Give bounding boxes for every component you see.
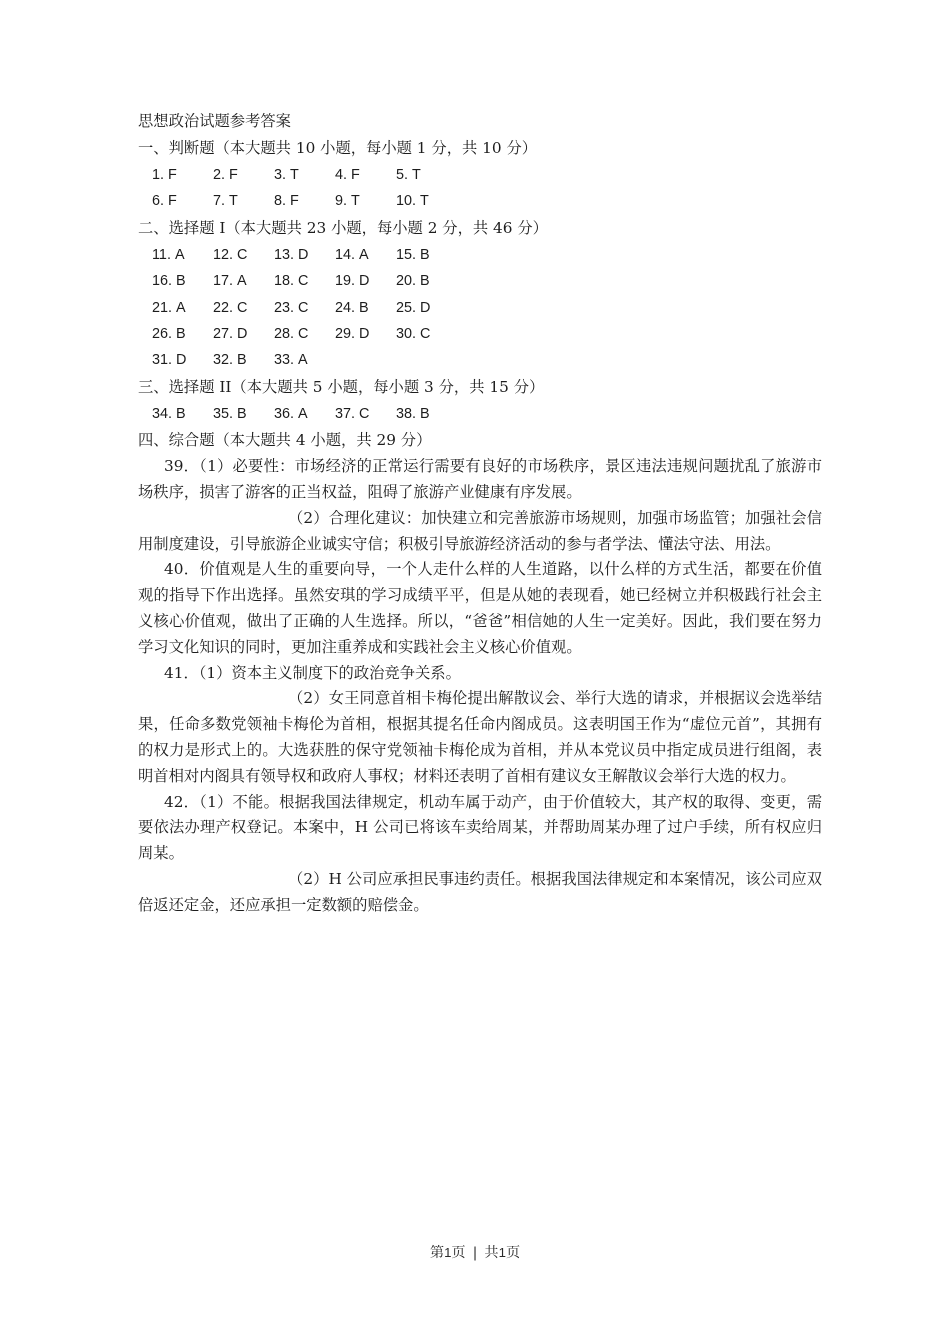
answer-number: 10 [396,193,413,210]
answer-number: 17 [213,273,230,290]
answer-cell [274,269,335,294]
answer-number: 23 [274,299,291,316]
answer-value: C [298,273,309,290]
answer-value: B [176,326,186,343]
answer-cell [335,402,396,427]
answer-number: 31 [152,352,169,369]
answer-dot: . [290,326,296,343]
answer-value: D [237,326,248,343]
answer-value: B [359,299,369,316]
answer-cell [152,348,213,373]
answer-row [138,242,822,268]
answer-value: C [359,405,370,422]
answer-dot: . [282,167,288,183]
answer-dot: . [290,246,296,263]
answer-dot: . [412,273,418,290]
footer-current-page: 1 [444,1245,452,1260]
answer-cell [213,163,274,188]
answer-dot: . [168,299,174,316]
answer-dot: . [412,405,418,422]
answer-cell [213,402,274,427]
answer-dot: . [404,167,410,183]
answer-number: 8 [274,193,283,210]
answer-value: F [168,193,177,210]
answer-dot: . [351,326,357,343]
answer-number: 32 [213,352,230,369]
answer-paragraph: 41．（1）资本主义制度下的政治竞争关系。 [164,663,461,682]
answer-dot: . [343,167,349,183]
answer-dot: . [290,273,296,290]
answer-number: 19 [335,273,352,290]
answer-cell [152,243,213,268]
answer-number: 21 [152,299,169,316]
answer-dot: . [351,405,357,422]
answer-dot: . [168,352,174,369]
answer-cell [274,296,335,321]
answer-paragraph: （2）合理化建议：加快建立和完善旅游市场规则，加强市场监管；加强社会信用制度建设，引导旅游企业诚实守信；积极引导旅游经济活动的参与者学法、懂法守法、用法。 [138,508,822,553]
answer-dot: . [160,167,166,183]
answer-value: C [237,246,248,263]
answer-block-q41 [138,661,822,790]
answer-number: 28 [274,326,291,343]
answer-cell [335,189,396,214]
answer-number: 14 [335,246,352,263]
answer-value: F [229,167,238,183]
answer-dot: . [290,405,296,422]
answer-number: 1 [152,167,161,183]
answer-value: C [420,326,431,343]
answer-cell [152,269,213,294]
answer-value: C [298,299,309,316]
answer-value: D [298,246,309,263]
comprehensive-answers [138,454,822,918]
answer-cell [213,296,274,321]
section-heading-judgement: 一、判断题（本大题共 10 小题，每小题 1 分，共 10 分） [138,139,538,157]
footer-current-suffix: 页 [451,1245,466,1261]
answer-value: A [176,299,186,316]
answer-number: 11 [152,246,167,263]
answer-dot: . [412,299,418,316]
answer-cell [396,269,457,294]
answer-value: C [298,326,309,343]
answer-cell [213,322,274,347]
answer-cell [274,189,335,214]
answer-cell [396,243,457,268]
answer-row [138,188,822,214]
answer-number: 6 [152,193,161,210]
answer-number: 24 [335,299,352,316]
answer-cell [274,348,335,373]
section-heading-comprehensive: 四、综合题（本大题共 4 小题，共 29 分） [138,431,432,450]
answer-dot: . [343,193,349,210]
answer-paragraph: （2）H 公司应承担民事违约责任。根据我国法律规定和本案情况，该公司应双倍返还定金，还应承担一定数额的赔偿金。 [138,870,822,914]
answer-cell [152,402,213,427]
answer-cell [152,322,213,347]
answer-number: 18 [274,273,291,290]
answer-cell [274,163,335,188]
answer-row [138,295,822,321]
answer-value: A [174,246,185,263]
answer-dot: . [290,352,296,369]
answer-value: T [420,193,429,210]
answer-number: 5 [396,167,405,183]
answer-dot: . [166,246,172,263]
answer-number: 27 [213,326,230,343]
answer-cell [396,402,457,427]
answer-value: T [290,167,299,183]
answer-value: B [237,352,247,369]
answer-cell [274,402,335,427]
answer-number: 33 [274,352,291,369]
answer-cell [152,163,213,188]
answer-number: 12 [213,246,230,263]
answer-value: A [359,246,369,263]
answer-number: 16 [152,273,169,290]
answer-dot: . [351,273,357,290]
answer-block-q42 [138,790,822,919]
answer-grid-judgement [138,162,822,215]
answer-value: A [237,273,247,290]
answer-dot: . [160,193,166,210]
answer-paragraph: 40．价值观是人生的重要向导，一个人走什么样的人生道路，以什么样的方式生活，都要在价值观的指导下作出选择。虽然安琪的学习成绩平平，但是从她的表现看，她已经树立并积极践行社会主义核心价值观，做出了正确的人生选择。所以，“爸爸”相信她的人生一定美好。因此，我们要在努力学习文化知识的同时，更加注重养成和实践社会主义核心价值观。 [138,560,822,656]
answer-dot: . [290,299,296,316]
answer-value: A [298,352,308,369]
answer-number: 37 [335,405,352,422]
answer-value: B [420,405,430,422]
answer-block-q40 [138,557,822,660]
answer-number: 35 [213,405,230,422]
answer-cell [274,243,335,268]
section-heading-choice-one: 二、选择题 I（本大题共 23 小题，每小题 2 分，共 46 分） [138,218,548,237]
answer-number: 30 [396,326,413,343]
answer-number: 4 [335,167,344,183]
answer-cell [335,322,396,347]
answer-value: B [176,273,186,290]
answer-number: 13 [274,246,291,263]
footer-total-suffix: 页 [505,1245,521,1261]
answer-dot: . [282,193,288,210]
answer-cell [335,163,396,188]
answer-cell [335,296,396,321]
answer-number: 29 [335,326,352,343]
answer-value: D [420,299,431,316]
answer-row [138,162,822,188]
answer-dot: . [229,273,235,290]
page-footer [0,1243,950,1263]
answer-value: T [229,193,238,210]
answer-grid-choice-one [138,242,822,374]
answer-number: 15 [396,246,413,263]
answer-number: 34 [152,405,169,422]
answer-value: T [412,167,421,183]
answer-cell [396,296,457,321]
answer-dot: . [229,352,235,369]
answer-value: A [298,405,308,422]
answer-number: 36 [274,405,291,422]
answer-value: F [168,167,177,183]
answer-value: B [420,246,430,263]
answer-dot: . [221,167,227,183]
answer-dot: . [229,299,235,316]
answer-cell [213,269,274,294]
answer-number: 38 [396,405,413,422]
answer-cell [396,189,457,214]
answer-number: 9 [335,193,344,210]
answer-number: 7 [213,193,222,210]
answer-cell [213,348,274,373]
answer-value: F [290,193,299,210]
answer-value: B [176,405,186,422]
answer-row [138,268,822,294]
answer-dot: . [168,273,174,290]
answer-cell [213,243,274,268]
answer-value: T [351,193,360,210]
answer-dot: . [229,405,235,422]
answer-number: 20 [396,273,413,290]
answer-row [138,347,822,373]
answer-dot: . [412,326,418,343]
answer-value: C [237,299,248,316]
answer-cell [274,322,335,347]
answer-value: D [359,326,370,343]
answer-grid-choice-two [138,401,822,427]
answer-paragraph: （2）女王同意首相卡梅伦提出解散议会、举行大选的请求，并根据议会选举结果，任命多数党领袖卡梅伦为首相，根据其提名任命内阁成员。这表明国王作为“虚位元首”，其拥有的权力是形式上的。大选获胜的保守党领袖卡梅伦成为首相，并从本党议员中指定成员进行组阁，表明首相对内阁具有领导权和政府人事权；材料还表明了首相有建议女王解散议会举行大选的权力。 [138,689,822,785]
footer-current-prefix: 第 [429,1245,445,1261]
answer-dot: . [351,299,357,316]
answer-value: F [351,167,360,183]
answer-dot: . [229,326,235,343]
answer-row [138,321,822,347]
section-heading-choice-two: 三、选择题 II（本大题共 5 小题，每小题 3 分，共 15 分） [138,377,545,396]
answer-number: 26 [152,326,169,343]
answer-dot: . [221,193,227,210]
footer-total-pages: 1 [498,1245,506,1260]
answer-number: 3 [274,167,283,183]
answer-cell [152,189,213,214]
answer-cell [335,269,396,294]
answer-dot: . [351,246,357,263]
answer-number: 25 [396,299,413,316]
answer-cell [396,163,457,188]
answer-row [138,401,822,427]
answer-dot: . [412,193,418,210]
answer-dot: . [168,326,174,343]
answer-cell [152,296,213,321]
answer-dot: . [168,405,174,422]
footer-total-prefix: 共 [484,1245,499,1261]
document-title: 思想政治试题参考答案 [138,112,291,130]
answer-number: 22 [213,299,230,316]
answer-value: D [359,273,370,290]
answer-paragraph: 39．（1）必要性：市场经济的正常运行需要有良好的市场秩序，景区违法违规问题扰乱了旅游市场秩序，损害了游客的正当权益，阻碍了旅游产业健康有序发展。 [138,457,822,502]
answer-dot: . [412,246,418,263]
answer-number: 2 [213,167,222,183]
answer-block-q39 [138,454,822,557]
answer-cell [335,243,396,268]
document-content [138,108,822,919]
answer-value: B [237,405,247,422]
answer-dot: . [229,246,235,263]
answer-cell [213,189,274,214]
answer-cell [396,322,457,347]
answer-paragraph: 42．（1）不能。根据我国法律规定，机动车属于动产，由于价值较大，其产权的取得、变更，需要依法办理产权登记。本案中，H 公司已将该车卖给周某，并帮助周某办理了过户手续，所有权应归周某。 [138,792,822,863]
answer-value: D [176,352,187,369]
footer-separator: | [472,1245,478,1261]
answer-value: B [420,273,430,290]
